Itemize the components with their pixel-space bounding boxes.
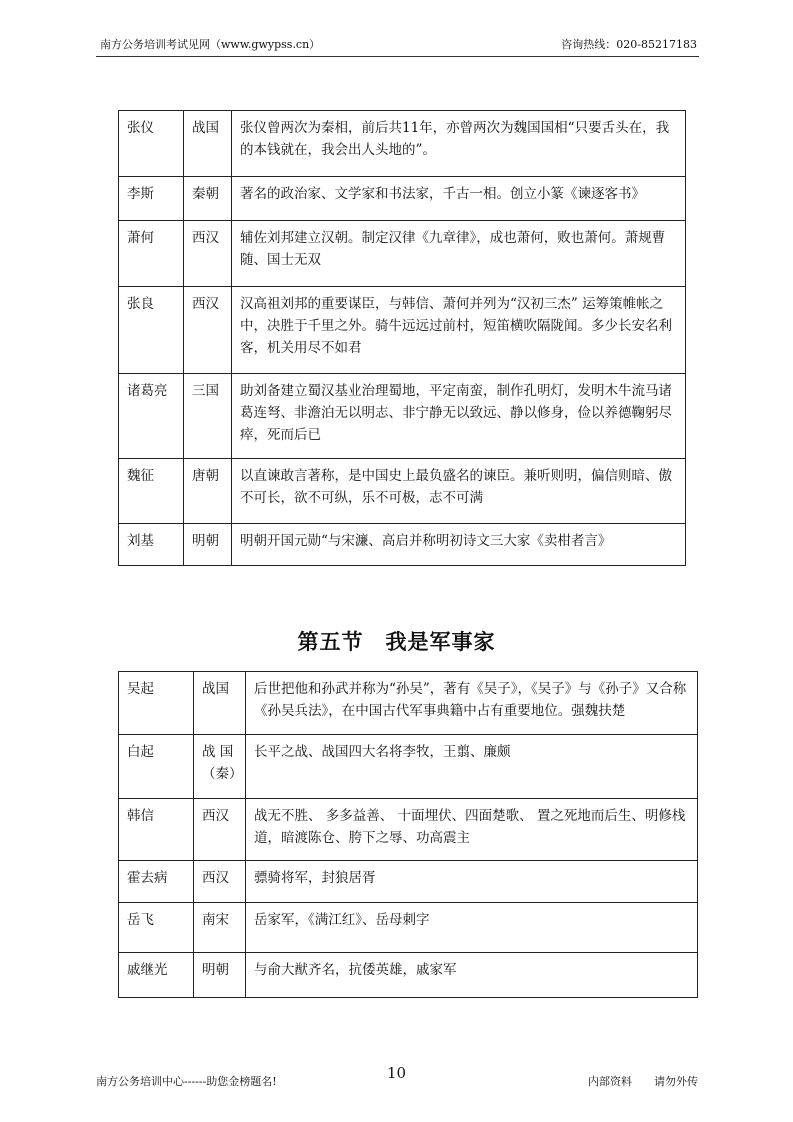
table-row [119, 459, 686, 524]
person-name: 吴起 [119, 672, 194, 735]
table-row [119, 524, 686, 566]
person-description: 长平之战、战国四大名将李牧，王翦、廉颇 [246, 735, 698, 799]
person-description: 骠骑将军，封狼居胥 [246, 861, 698, 903]
person-name: 张良 [119, 287, 184, 374]
footer-notice: 内部资料 请勿外传 [588, 1075, 698, 1088]
footer-slogan: 南方公务培训中心------助您金榜题名! [96, 1075, 277, 1088]
page-number: 10 [386, 1064, 407, 1082]
person-description: 辅佐刘邦建立汉朝。制定汉律《九章律》，成也萧何，败也萧何。萧规曹随、国士无双 [232, 221, 686, 287]
person-era: 西汉 [194, 799, 246, 861]
table-row [119, 861, 698, 903]
person-era: 西汉 [194, 861, 246, 903]
page-header [100, 36, 697, 54]
person-name: 魏征 [119, 459, 184, 524]
person-description: 后世把他和孙武并称为“孙吴”，著有《吴子》，《吴子》与《孙子》又合称《孙吴兵法》，在中国古代军事典籍中占有重要地位。强魏扶楚 [246, 672, 698, 735]
person-era: 明朝 [194, 953, 246, 998]
person-era: 秦朝 [184, 177, 232, 221]
person-description: 战无不胜、 多多益善、 十面埋伏、四面楚歌、 置之死地而后生、明修栈道，暗渡陈仓、胯下之辱、功高震主 [246, 799, 698, 861]
table-row [119, 735, 698, 799]
person-name: 诸葛亮 [119, 374, 184, 459]
person-era: 西汉 [184, 221, 232, 287]
person-name: 萧何 [119, 221, 184, 287]
header-hotline: 咨询热线：020-85217183 [561, 38, 697, 51]
person-name: 霍去病 [119, 861, 194, 903]
person-name: 张仪 [119, 111, 184, 177]
table-row [119, 903, 698, 953]
person-description: 岳家军，《满江红》、岳母刺字 [246, 903, 698, 953]
person-description: 明朝开国元勋“与宋濂、高启并称明初诗文三大家《卖柑者言》 [232, 524, 686, 566]
person-name: 白起 [119, 735, 194, 799]
table-row [119, 799, 698, 861]
person-name: 刘基 [119, 524, 184, 566]
table-row [119, 177, 686, 221]
table-row [119, 672, 698, 735]
person-era: 战国 [184, 111, 232, 177]
person-description: 张仪曾两次为秦相，前后共11年，亦曾两次为魏国国相“只要舌头在，我的本钱就在，我会出人头地的”。 [232, 111, 686, 177]
person-description: 以直谏敢言著称，是中国史上最负盛名的谏臣。兼听则明，偏信则暗、傲不可长，欲不可纵，乐不可极，志不可满 [232, 459, 686, 524]
person-description: 助刘备建立蜀汉基业治理蜀地，平定南蛮，制作孔明灯，发明木牛流马诸葛连弩、非澹泊无以明志、非宁静无以致远、静以修身，俭以养德鞠躬尽瘁，死而后已 [232, 374, 686, 459]
person-description: 与俞大猷齐名，抗倭英雄，戚家军 [246, 953, 698, 998]
person-era: 西汉 [184, 287, 232, 374]
table-row [119, 111, 686, 177]
person-era: 明朝 [184, 524, 232, 566]
person-description: 汉高祖刘邦的重要谋臣，与韩信、萧何并列为“汉初三杰” 运筹策帷帐之中，决胜于千里之外。骑牛远远过前村，短笛横吹隔陇闻。多少长安名利客，机关用尽不如君 [232, 287, 686, 374]
person-name: 李斯 [119, 177, 184, 221]
person-era: 战 国（秦） [194, 735, 246, 799]
statesmen-table [118, 110, 686, 566]
section-title: 第五节 我是军事家 [297, 630, 496, 654]
header-site-name: 南方公务培训考试见网（www.gwypss.cn） [100, 38, 321, 51]
table-row [119, 953, 698, 998]
header-divider [96, 56, 699, 57]
person-description: 著名的政治家、文学家和书法家，千古一相。创立小篆《谏逐客书》 [232, 177, 686, 221]
person-name: 韩信 [119, 799, 194, 861]
person-name: 岳飞 [119, 903, 194, 953]
table-row [119, 221, 686, 287]
person-name: 戚继光 [119, 953, 194, 998]
military-table [118, 671, 698, 998]
table-row [119, 374, 686, 459]
person-era: 战国 [194, 672, 246, 735]
person-era: 唐朝 [184, 459, 232, 524]
table-row [119, 287, 686, 374]
person-era: 南宋 [194, 903, 246, 953]
person-era: 三国 [184, 374, 232, 459]
